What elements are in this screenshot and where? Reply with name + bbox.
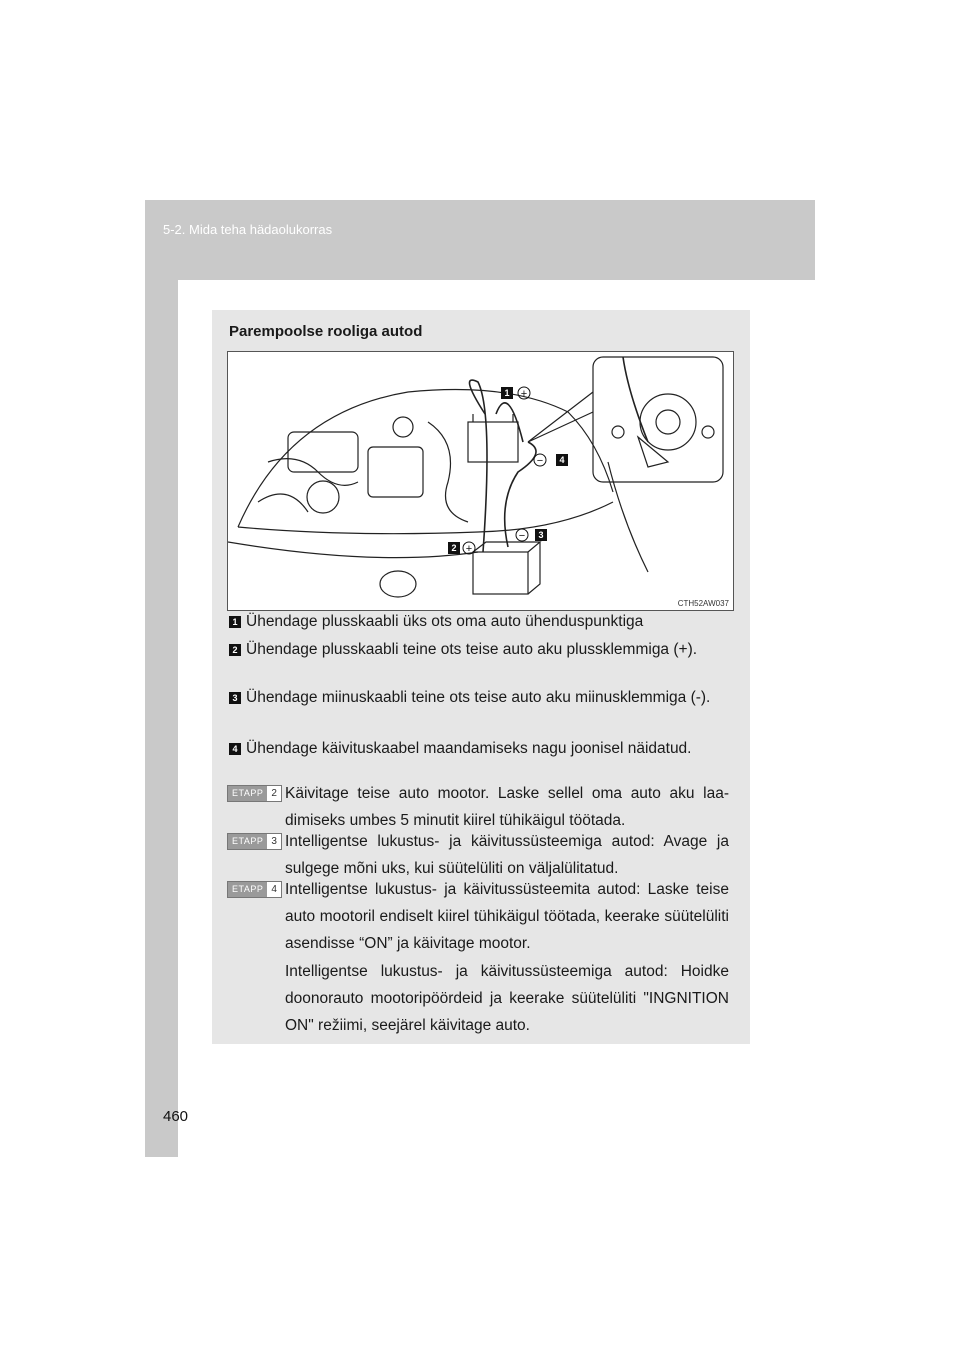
engine-illustration: [228, 352, 733, 610]
step-badge: ETAPP 4: [227, 881, 282, 898]
section-title: 5-2. Mida teha hädaolukorras: [163, 222, 333, 237]
step-text: Intelligentse lukustus- ja käivitussüsteemiga autod: Avage ja sulgege mõni uks, kui süütelüliti on väljalülitatud.: [285, 833, 729, 877]
callout-4-number: 4: [559, 455, 565, 465]
callout-3-number: 3: [538, 530, 544, 540]
minus-symbol-4: −: [536, 455, 544, 467]
item-number-badge: 3: [229, 692, 241, 704]
instruction-item-1: [229, 608, 729, 635]
callout-1-number: 1: [504, 388, 510, 398]
item-text: Ühendage käivituskaabel maandamiseks nagu joonisel näidatud.: [246, 740, 692, 757]
callout-2-number: 2: [451, 543, 457, 553]
instruction-item-3: [229, 684, 729, 711]
plus-symbol-1: +: [520, 388, 528, 400]
item-text: Ühendage plusskaabli üks ots oma auto ühenduspunktiga: [246, 613, 644, 630]
step-4: [227, 876, 729, 957]
plus-symbol-2: +: [465, 543, 473, 555]
page-number: 460: [163, 1108, 189, 1125]
item-text: Ühendage miinuskaabli teine ots teise auto aku miinusklemmiga (-).: [246, 689, 711, 706]
minus-symbol-3: −: [518, 530, 526, 542]
step-2: [227, 780, 729, 834]
step-badge: ETAPP 3: [227, 833, 282, 850]
item-number-badge: 2: [229, 644, 241, 656]
step-badge: ETAPP 2: [227, 785, 282, 802]
figure-code: CTH52AW037: [677, 599, 729, 608]
step-text: Intelligentse lukustus- ja käivitussüsteemita autod: Laske teise auto mootoril endiselt kiirel tühikäigul töötada, keerake süütelüliti asendisse “ON” ja käivitage mootor.: [285, 881, 729, 952]
step-text: Käivitage teise auto mootor. Laske sellel oma auto aku laadimiseks umbes 5 minutit kiirel tühikäigul töötada.: [285, 785, 729, 829]
item-text: Ühendage plusskaabli teine ots teise auto aku plussklemmiga (+).: [246, 641, 698, 658]
step-3: [227, 828, 729, 882]
header-band: [145, 200, 815, 280]
side-strip: [145, 280, 178, 1157]
instruction-item-2: [229, 636, 729, 663]
box-title: Parempoolse rooliga autod: [229, 323, 423, 340]
item-number-badge: 4: [229, 743, 241, 755]
instruction-item-4: [229, 735, 729, 762]
engine-jump-start-figure: [227, 351, 734, 611]
extra-paragraph: Intelligentse lukustus- ja käivitussüsteemiga autod: Hoidke doonorauto mootoripöördeid ja keerake süütelüliti "INGNITION ON" režiimi, seejärel käivitage auto.: [285, 963, 729, 1034]
item-number-badge: 1: [229, 616, 241, 628]
